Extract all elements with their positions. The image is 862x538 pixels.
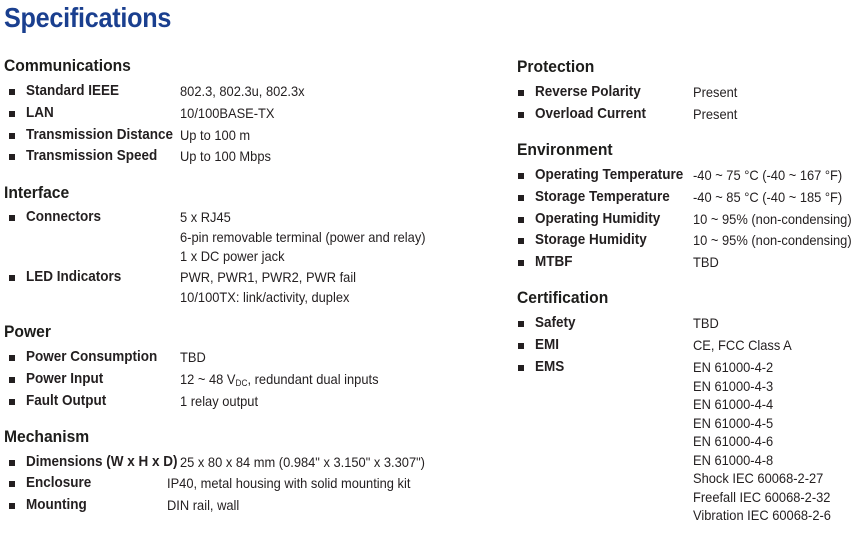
section-heading: Power [4, 322, 51, 341]
spec-label: Safety [535, 314, 576, 331]
spec-label: Operating Temperature [535, 166, 684, 183]
spec-label: EMS [535, 358, 565, 375]
page-title: Specifications [4, 2, 172, 33]
spec-label: Power Consumption [26, 348, 158, 365]
spec-value: EN 61000-4-4 [693, 396, 774, 412]
spec-value: 1 relay output [180, 393, 259, 409]
spec-label: Connectors [26, 208, 102, 225]
section-heading: Certification [517, 288, 609, 307]
spec-value: PWR, PWR1, PWR2, PWR fail [180, 269, 357, 285]
spec-value: Up to 100 m [180, 127, 251, 143]
spec-value: Present [693, 106, 738, 122]
spec-value: TBD [693, 315, 719, 331]
communications-section [4, 56, 142, 76]
bullet-icon [518, 90, 524, 96]
spec-value: 10 ~ 95% (non-condensing) [693, 211, 852, 227]
spec-label: Transmission Speed [26, 147, 158, 164]
spec-value: TBD [693, 254, 719, 270]
bullet-icon [9, 275, 15, 281]
spec-value: Vibration IEC 60068-2-6 [693, 507, 831, 523]
spec-value: -40 ~ 75 °C (-40 ~ 167 °F) [693, 167, 843, 183]
bullet-icon [9, 133, 15, 139]
spec-value: EN 61000-4-5 [693, 414, 774, 431]
spec-value-part: 12 ~ 48 V [180, 371, 236, 387]
bullet-icon [9, 154, 15, 160]
spec-value: 802.3, 802.3u, 802.3x [180, 83, 305, 99]
spec-label: LAN [26, 104, 54, 121]
spec-label: Transmission Distance [26, 126, 174, 143]
spec-value: Freefall IEC 60068-2-32 [693, 488, 831, 505]
bullet-icon [9, 399, 15, 405]
bullet-icon [9, 460, 15, 466]
spec-value: TBD [180, 349, 206, 365]
spec-value-subscript: DC [235, 378, 248, 388]
mechanism-section [4, 427, 97, 447]
bullet-icon [518, 238, 524, 244]
spec-label: Overload Current [535, 105, 647, 122]
spec-label: Power Input [26, 370, 104, 387]
spec-label: Storage Temperature [535, 188, 670, 205]
spec-label: Reverse Polarity [535, 83, 641, 100]
spec-value: EN 61000-4-6 [693, 433, 774, 449]
section-heading: Mechanism [4, 427, 90, 446]
spec-value: EN 61000-4-3 [693, 377, 774, 394]
spec-value: 10 ~ 95% (non-condensing) [693, 232, 852, 248]
spec-label: EMI [535, 336, 560, 353]
section-heading: Interface [4, 183, 70, 202]
spec-label: Enclosure [26, 474, 92, 491]
spec-value [180, 370, 379, 394]
spec-label: Fault Output [26, 392, 107, 409]
spec-label: Dimensions (W x H x D) [26, 453, 178, 470]
spec-value: 10/100BASE-TX [180, 105, 275, 121]
spec-label: Operating Humidity [535, 210, 661, 227]
bullet-icon [518, 343, 524, 349]
bullet-icon [9, 481, 15, 487]
spec-label: LED Indicators [26, 268, 122, 285]
environment-section [517, 140, 621, 160]
interface-section [4, 183, 75, 203]
spec-value: EN 61000-4-8 [693, 451, 774, 468]
power-section [4, 322, 55, 342]
spec-value: 25 x 80 x 84 mm (0.984" x 3.150" x 3.307") [180, 454, 425, 470]
spec-value: 10/100TX: link/activity, duplex [180, 288, 350, 305]
bullet-icon [518, 217, 524, 223]
spec-value: CE, FCC Class A [693, 337, 792, 353]
section-heading: Environment [517, 140, 613, 159]
spec-label: Standard IEEE [26, 82, 120, 99]
spec-value: 1 x DC power jack [180, 248, 285, 264]
spec-value: Shock IEC 60068-2-27 [693, 470, 824, 486]
bullet-icon [9, 111, 15, 117]
spec-value: Up to 100 Mbps [180, 148, 271, 164]
protection-section [517, 57, 601, 77]
spec-value: 5 x RJ45 [180, 209, 231, 225]
bullet-icon [9, 355, 15, 361]
spec-value: 6-pin removable terminal (power and relay) [180, 228, 426, 245]
spec-label: Storage Humidity [535, 231, 647, 248]
bullet-icon [518, 173, 524, 179]
bullet-icon [518, 260, 524, 266]
bullet-icon [518, 321, 524, 327]
bullet-icon [518, 365, 524, 371]
bullet-icon [9, 215, 15, 221]
section-heading: Protection [517, 57, 595, 76]
certification-section [517, 288, 616, 308]
spec-value: -40 ~ 85 °C (-40 ~ 185 °F) [693, 189, 843, 205]
bullet-icon [518, 112, 524, 118]
bullet-icon [9, 89, 15, 95]
bullet-icon [9, 377, 15, 383]
spec-value: DIN rail, wall [167, 497, 240, 513]
spec-value-part: , redundant dual inputs [247, 371, 379, 387]
spec-label: Mounting [26, 496, 87, 513]
spec-value: IP40, metal housing with solid mounting kit [167, 475, 411, 491]
spec-value: EN 61000-4-2 [693, 359, 774, 375]
spec-label: MTBF [535, 253, 573, 270]
bullet-icon [518, 195, 524, 201]
spec-value: Present [693, 84, 738, 100]
section-heading: Communications [4, 56, 131, 75]
bullet-icon [9, 503, 15, 509]
